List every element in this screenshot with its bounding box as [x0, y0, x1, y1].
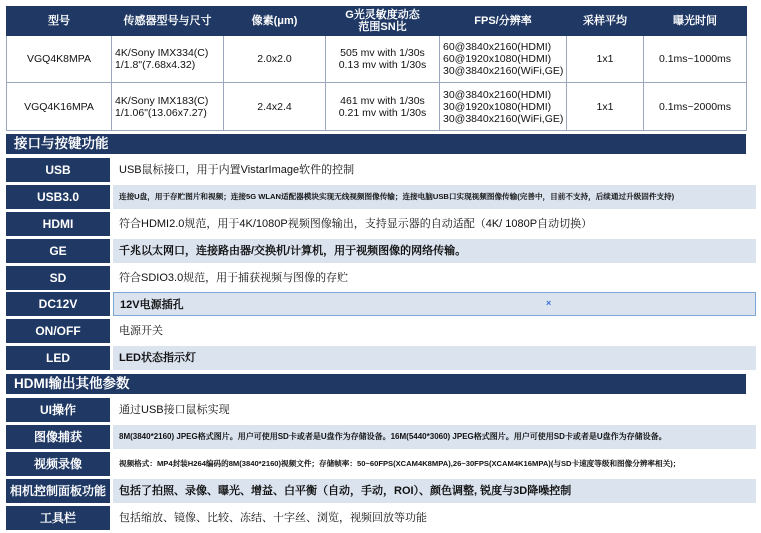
feature-row-onoff	[6, 319, 756, 343]
feature-label: SD	[6, 266, 110, 290]
feature-desc: LED状态指示灯	[113, 346, 756, 370]
feature-label: 图像捕获	[6, 425, 110, 449]
col-header-sensor: 传感器型号与尺寸	[112, 7, 224, 36]
section-title-ports: 接口与按键功能	[6, 134, 746, 154]
section-title-hdmi: HDMI输出其他参数	[6, 374, 746, 394]
feature-desc: 符合SDIO3.0规范，用于捕获视频与图像的存贮	[119, 272, 349, 284]
cell-fps: 30@3840x2160(HDMI) 30@1920x1080(HDMI) 30@3840x2160(WiFi,GE)	[440, 83, 567, 131]
table-row	[7, 36, 747, 83]
selection-x-icon: ×	[546, 298, 552, 308]
feature-label: HDMI	[6, 212, 110, 236]
feature-row-dc12v	[6, 292, 756, 316]
feature-label: LED	[6, 346, 110, 370]
feature-label: DC12V	[6, 292, 110, 316]
feature-label: UI操作	[6, 398, 110, 422]
feature-desc: 包括缩放、镜像、比较、冻结、十字丝、浏览，视频回放等功能	[119, 512, 427, 524]
col-header-model: 型号	[7, 7, 112, 36]
feature-row-capture	[6, 425, 756, 449]
cell-model: VGQ4K8MPA	[7, 36, 112, 83]
col-header-exposure: 曝光时间	[644, 7, 747, 36]
feature-desc: 通过USB接口鼠标实现	[119, 404, 230, 416]
feature-label: 视频录像	[6, 452, 110, 476]
feature-desc-selected[interactable]	[113, 292, 756, 316]
cell-fps: 60@3840x2160(HDMI) 60@1920x1080(HDMI) 30@3840x2160(WiFi,GE)	[440, 36, 567, 83]
feature-label: 相机控制面板功能	[6, 479, 110, 503]
feature-row-control-panel	[6, 479, 756, 503]
feature-label: 工具栏	[6, 506, 110, 530]
col-header-sampling: 采样平均	[567, 7, 644, 36]
feature-row-usb	[6, 158, 756, 182]
feature-label: USB3.0	[6, 185, 110, 209]
cell-sensitivity: 461 mv with 1/30s 0.21 mv with 1/30s	[326, 83, 440, 131]
feature-row-toolbar	[6, 506, 756, 530]
table-row	[7, 83, 747, 131]
feature-desc: 视频格式：MP4封装H264编码的8M(3840*2160)视频文件；存储帧率：50~60FPS(XCAM4K8MPA),26~30FPS(XCAM4K16MPA)(与SD卡速度等级和图像分辨率相关)；	[119, 459, 681, 468]
feature-desc: 符合HDMI2.0规范，用于4K/1080P视频图像输出，支持显示器的自动适配（4K/ 1080P自动切换）	[119, 218, 593, 230]
feature-label: USB	[6, 158, 110, 182]
feature-desc: 8M(3840*2160) JPEG格式图片。用户可使用SD卡或者是U盘作为存储设备。16M(5440*3060) JPEG格式图片。用户可使用SD卡或者是U盘作为存储设备。	[113, 425, 756, 449]
feature-desc: 电源开关	[119, 325, 163, 337]
col-header-fps: FPS/分辨率	[440, 7, 567, 36]
cell-model: VGQ4K16MPA	[7, 83, 112, 131]
spec-table	[6, 6, 747, 131]
cell-pixel: 2.0x2.0	[224, 36, 326, 83]
col-header-pixel: 像素(μm)	[224, 7, 326, 36]
feature-row-hdmi	[6, 212, 756, 236]
feature-row-ge	[6, 239, 756, 263]
spec-header-row	[7, 7, 747, 36]
cell-sampling: 1x1	[567, 36, 644, 83]
feature-row-sd	[6, 266, 756, 290]
cell-sampling: 1x1	[567, 83, 644, 131]
feature-row-usb3	[6, 185, 756, 209]
feature-desc: 千兆以太网口，连接路由器/交换机/计算机，用于视频图像的网络传输。	[113, 239, 756, 263]
cell-exposure: 0.1ms~1000ms	[644, 36, 747, 83]
feature-label: GE	[6, 239, 110, 263]
feature-label: ON/OFF	[6, 319, 110, 343]
cell-pixel: 2.4x2.4	[224, 83, 326, 131]
col-header-sensitivity: G光灵敏度动态 范围SN比	[326, 7, 440, 36]
feature-desc: 连接U盘，用于存贮图片和视频；连接5G WLAN适配器模块实现无线视频图像传输；连接电脑USB口实现视频图像传输(完善中，目前不支持，后续通过升级固件支持)	[113, 185, 756, 209]
feature-row-recording	[6, 452, 756, 476]
feature-row-led	[6, 346, 756, 370]
feature-desc: USB鼠标接口，用于内置VistarImage软件的控制	[119, 164, 355, 176]
cell-sensor: 4K/Sony IMX334(C) 1/1.8"(7.68x4.32)	[112, 36, 224, 83]
feature-desc-text: 12V电源插孔	[120, 299, 184, 311]
cell-sensor: 4K/Sony IMX183(C) 1/1.06"(13.06x7.27)	[112, 83, 224, 131]
feature-desc: 包括了拍照、录像、曝光、增益、白平衡（自动，手动，ROI）、颜色调整, 锐度与3D降噪控制	[113, 479, 756, 503]
cell-exposure: 0.1ms~2000ms	[644, 83, 747, 131]
feature-row-ui	[6, 398, 756, 422]
cell-sensitivity: 505 mv with 1/30s 0.13 mv with 1/30s	[326, 36, 440, 83]
